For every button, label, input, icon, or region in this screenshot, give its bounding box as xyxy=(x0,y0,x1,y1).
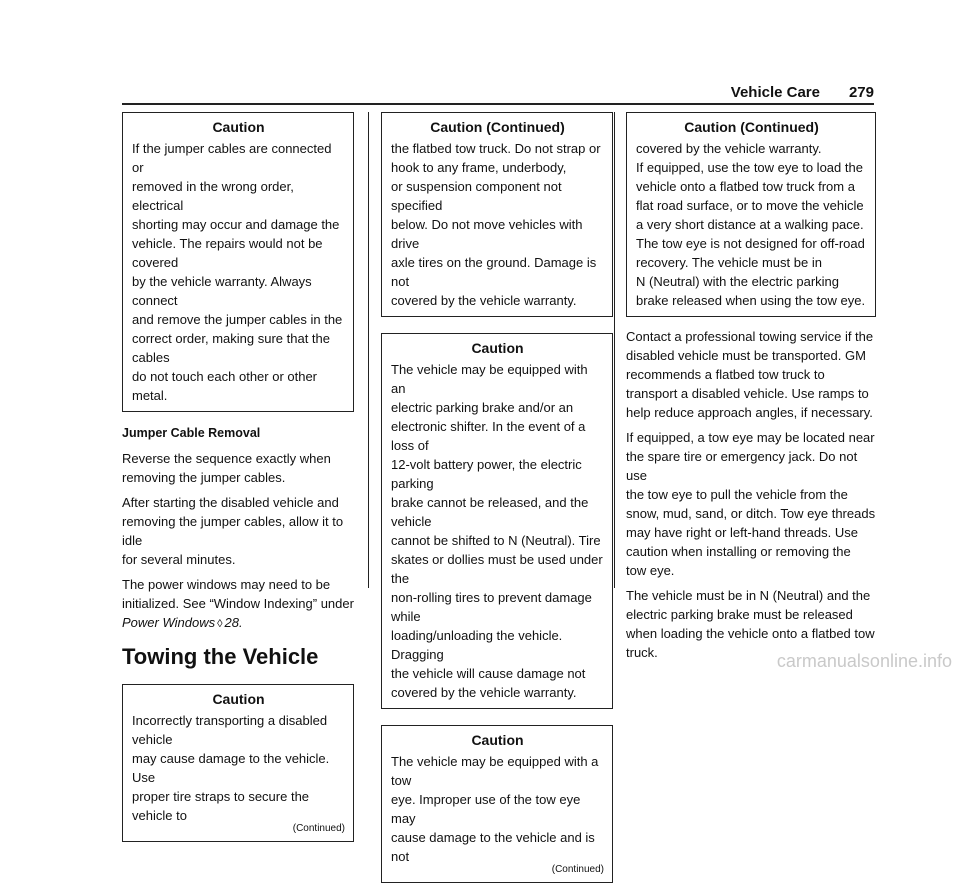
paragraph: If equipped, a tow eye may be located near the spare tire or emergency jack. Do not use the tow eye to pull the vehicle from the snow, mud, sand, or ditch. Tow eye threads may have right or left-hand threads. Use caution when installing or removing the tow eye. xyxy=(626,430,876,578)
caution-box-parking-brake xyxy=(381,333,613,709)
paragraph: After starting the disabled vehicle and removing the jumper cables, allow it to idle for several minutes. xyxy=(122,495,344,567)
caution-title: Caution (Continued) xyxy=(430,119,565,135)
page-reference-icon: ◊ xyxy=(217,618,223,630)
caution-text: the flatbed tow truck. Do not strap or hook to any frame, underbody, or suspension component not specified below. Do not move vehicles with drive axle tires on the ground. Damage is not covered by the vehicle warranty. xyxy=(391,141,601,308)
caution-text: The vehicle may be equipped with a tow eye. Improper use of the tow eye may cause damage to the vehicle and is not xyxy=(391,754,599,864)
caution-text: Incorrectly transporting a disabled vehicle may cause damage to the vehicle. Use proper tire straps to secure the vehicle to xyxy=(132,713,330,823)
caution-box-continued xyxy=(381,112,613,317)
caution-box-jumper xyxy=(122,112,354,412)
paragraph: Contact a professional towing service if the disabled vehicle must be transported. GM recommends a flatbed tow truck to transport a disabled vehicle. Use ramps to help reduce approach angles, if necessary. xyxy=(626,329,874,420)
paragraph: The vehicle must be in N (Neutral) and the electric parking brake must be released when loading the vehicle onto a flatbed tow truck. xyxy=(626,588,875,660)
cross-reference-page: 28. xyxy=(224,615,243,630)
column-1 xyxy=(122,112,354,842)
caution-box-continued xyxy=(626,112,876,317)
column-3 xyxy=(626,112,876,668)
cross-reference-link[interactable]: Power Windows xyxy=(122,615,216,630)
caution-text: covered by the vehicle warranty. If equipped, use the tow eye to load the vehicle onto a flatbed tow truck from a flat road surface, or to move the vehicle a very short distance at a walking pace. The tow eye is not designed for off-road recovery. The vehicle must be in N (Neutral) with the electric parking brake released when using the tow eye. xyxy=(636,141,866,308)
running-header-title: Vehicle Care xyxy=(730,84,820,101)
caution-box-tow-eye xyxy=(381,725,613,883)
section-title: Towing the Vehicle xyxy=(122,644,319,669)
caution-title: Caution xyxy=(471,732,524,748)
page-number: 279 xyxy=(848,84,874,101)
caution-title: Caution xyxy=(471,340,524,356)
caution-text: If the jumper cables are connected or removed in the wrong order, electrical shorting may occur and damage the vehicle. The repairs would not be covered by the vehicle warranty. Always connect and remove the jumper cables in the correct order, making sure that the cables do not touch each other or other metal. xyxy=(132,141,343,403)
column-2 xyxy=(381,112,613,883)
caution-title: Caution xyxy=(212,119,265,135)
caution-title: Caution (Continued) xyxy=(684,119,819,135)
subheading-jumper-removal: Jumper Cable Removal xyxy=(122,426,261,440)
paragraph: Reverse the sequence exactly when removing the jumper cables. xyxy=(122,451,331,485)
caution-box-towing xyxy=(122,684,354,842)
continued-note: (Continued) xyxy=(292,823,345,834)
caution-text: The vehicle may be equipped with an electric parking brake and/or an electronic shifter. In the event of a loss of 12-volt battery power, the electric parking brake cannot be released, and the vehicle cannot be shifted to N (Neutral). Tire skates or dollies must be used under the non-rolling tires to prevent damage while loading/unloading the vehicle. Dragging the vehicle will cause damage not covered by the vehicle warranty. xyxy=(391,362,603,700)
continued-note: (Continued) xyxy=(551,864,604,875)
paragraph-text: The power windows may need to be initialized. See “Window Indexing” under xyxy=(122,577,354,611)
paragraph-power-windows xyxy=(122,575,354,634)
column-divider-2 xyxy=(614,112,615,588)
header-rule xyxy=(122,103,874,105)
column-divider-1 xyxy=(368,112,369,588)
watermark: carmanualsonline.info xyxy=(776,651,952,671)
caution-title: Caution xyxy=(212,691,265,707)
